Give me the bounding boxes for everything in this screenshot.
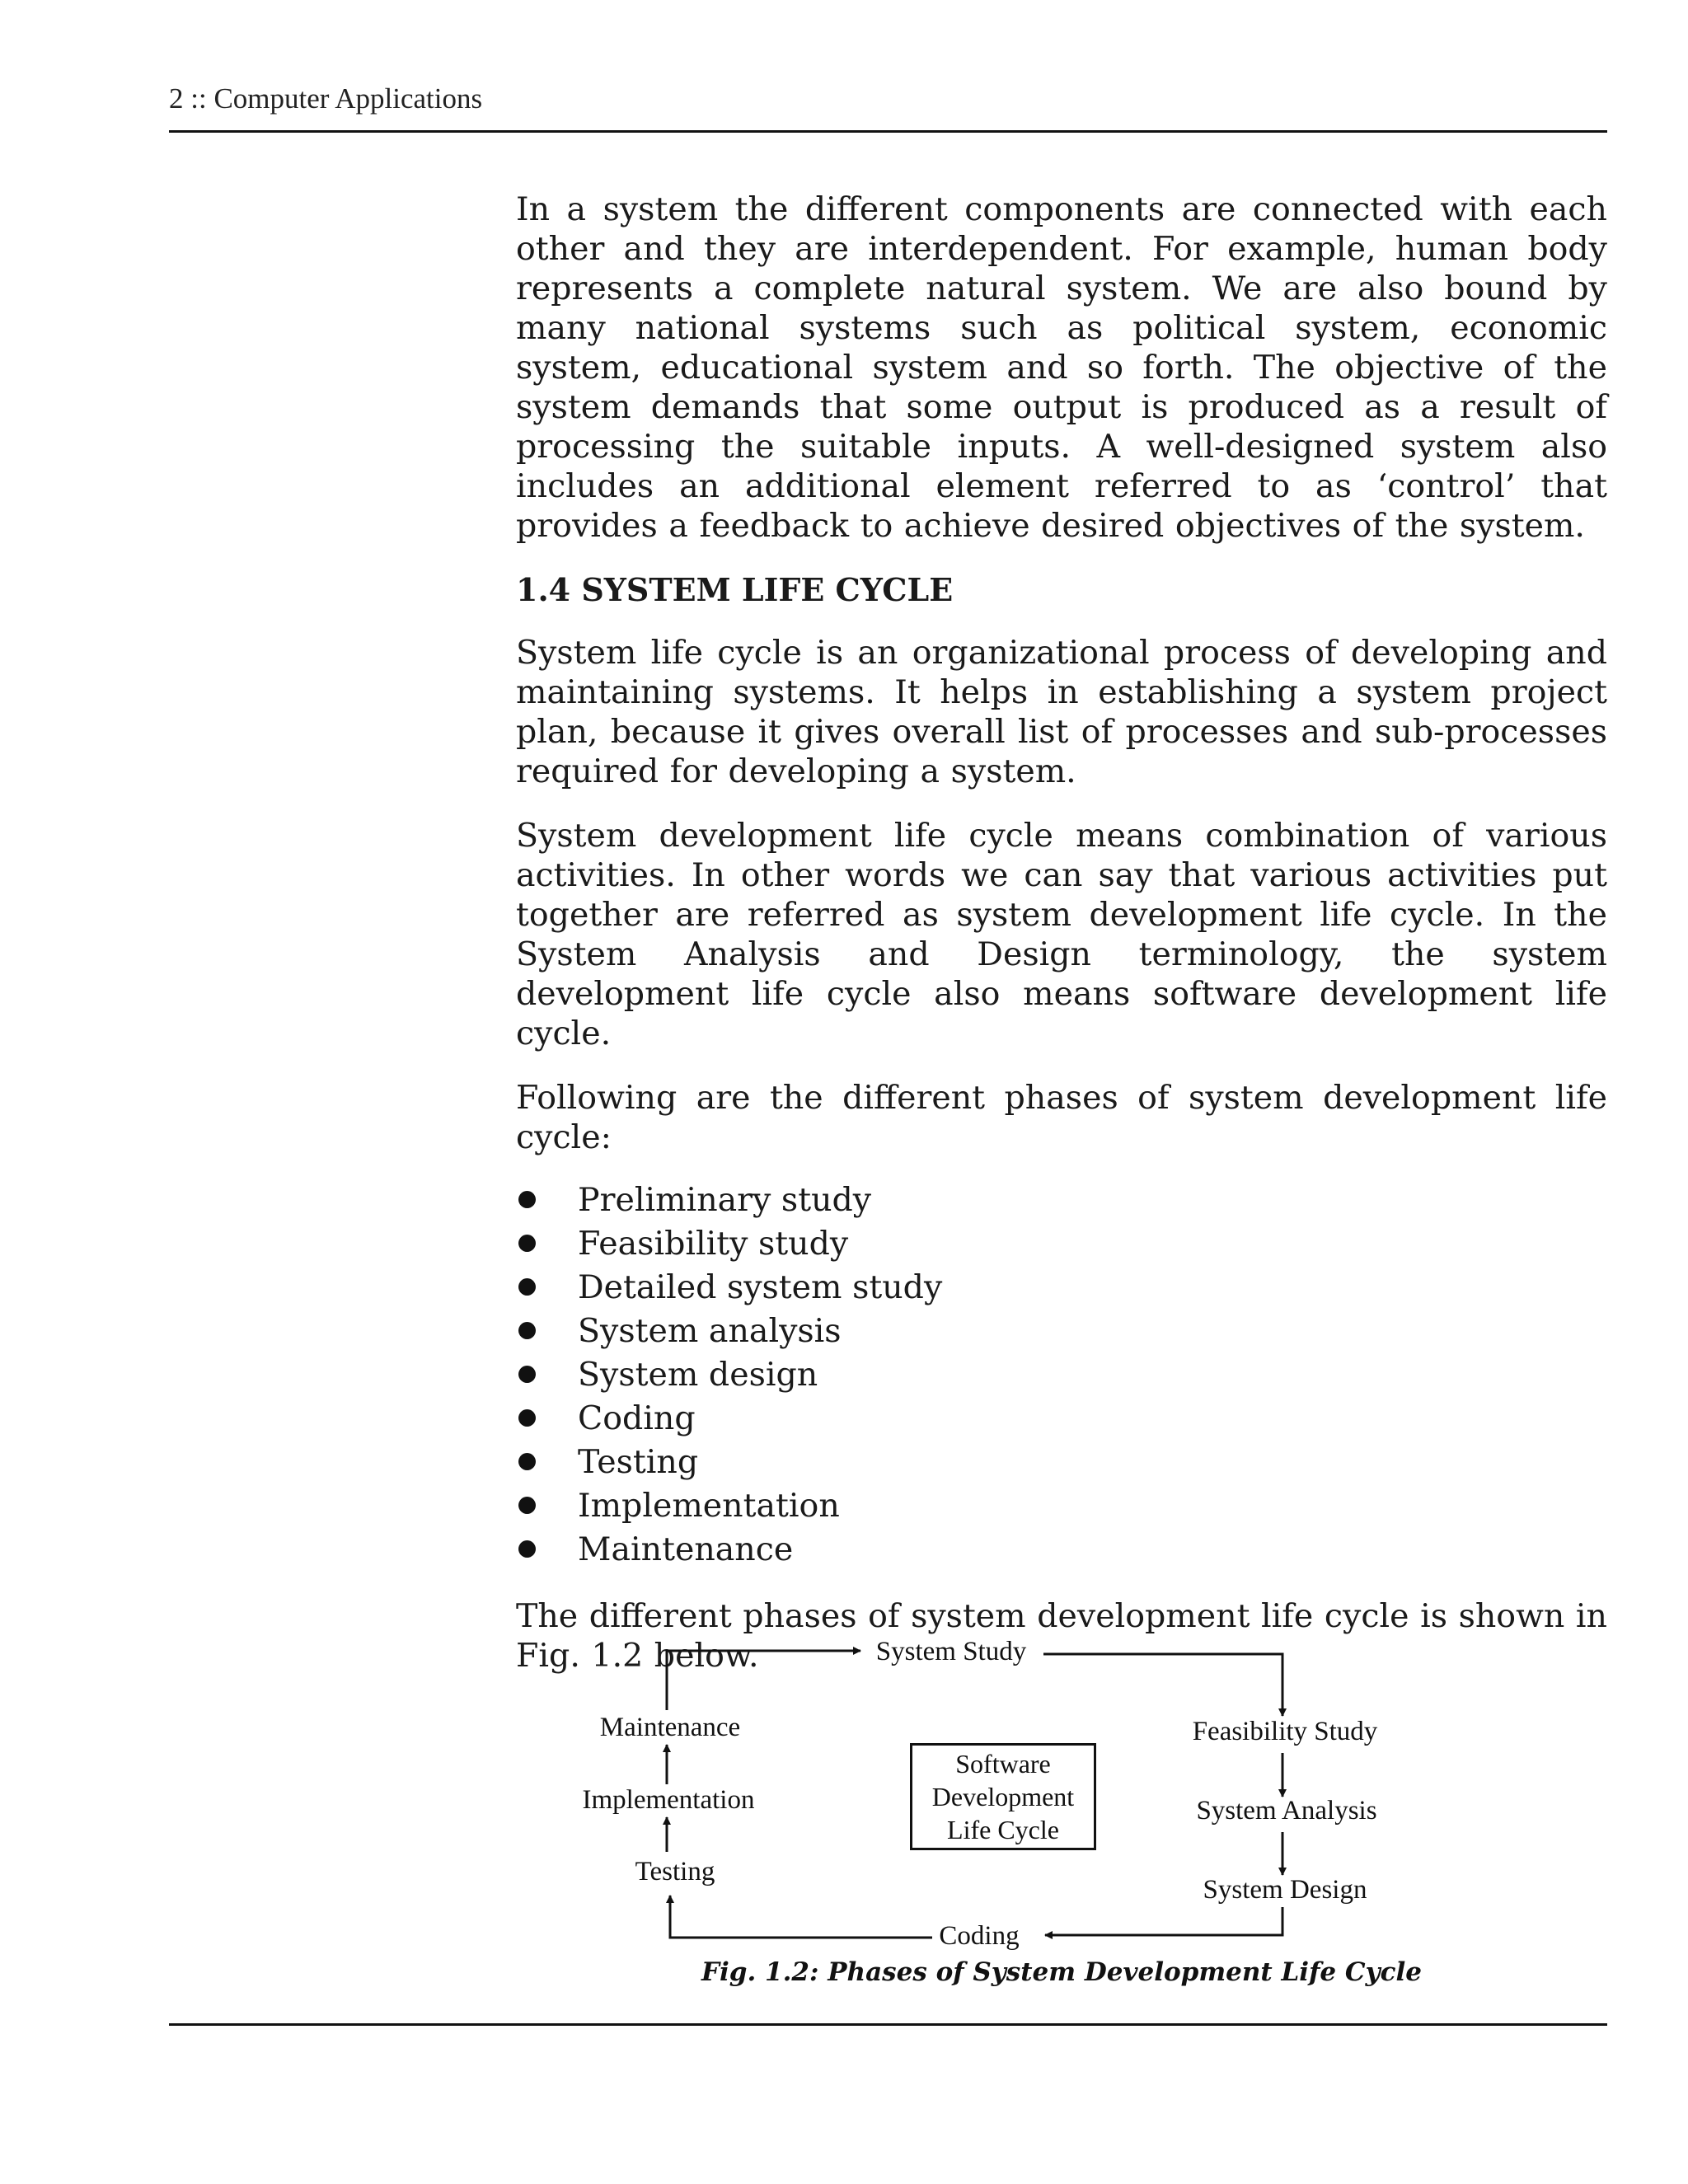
header-rule [169, 130, 1607, 133]
connector-coding-to-testing [670, 1896, 932, 1938]
bullet-icon [518, 1235, 536, 1252]
list-item: Maintenance [516, 1528, 1607, 1572]
list-item: Testing [516, 1441, 1607, 1484]
phases-list [516, 1179, 1607, 1572]
node-maintenance: Maintenance [599, 1713, 741, 1742]
list-item: Implementation [516, 1484, 1607, 1528]
node-coding: Coding [939, 1921, 1020, 1951]
node-feasibility-study: Feasibility Study [1192, 1717, 1378, 1746]
bullet-icon [518, 1497, 536, 1514]
center-label-line: Development [931, 1782, 1075, 1811]
center-label-line: Life Cycle [947, 1815, 1059, 1844]
list-item: Detailed system study [516, 1266, 1607, 1310]
paragraph-phases-intro: Following are the different phases of system development life cycle: [516, 1079, 1607, 1156]
bullet-icon [518, 1366, 536, 1383]
connector-system-study-to-feasibility [1043, 1654, 1282, 1716]
node-system-design: System Design [1203, 1875, 1367, 1905]
list-item: Preliminary study [516, 1179, 1607, 1222]
node-implementation: Implementation [582, 1785, 755, 1815]
center-label-line: Software [955, 1749, 1051, 1779]
node-system-analysis: System Analysis [1196, 1796, 1377, 1825]
bullet-icon [518, 1540, 536, 1558]
node-system-study: System Study [875, 1637, 1027, 1666]
section-heading: 1.4 SYSTEM LIFE CYCLE [516, 571, 954, 608]
list-item: Coding [516, 1397, 1607, 1441]
list-item: Feasibility study [516, 1222, 1607, 1266]
footer-rule [169, 2023, 1607, 2026]
connector-design-to-coding [1045, 1907, 1282, 1935]
center-label-box [910, 1743, 1096, 1850]
bullet-icon [518, 1453, 536, 1470]
figure-caption: Fig. 1.2: Phases of System Development Life Cycle [701, 1957, 1422, 1987]
bullet-icon [518, 1191, 536, 1208]
paragraph-sdlc-definition: System development life cycle means combination of various activities. In other words we can say that various activities put together are referred as system development life cycle. In the System Analysis and Design terminology, the system development life cycle also means software development life cycle. [516, 817, 1607, 1052]
bullet-icon [518, 1409, 536, 1427]
main-content [516, 190, 1607, 1700]
running-head: 2 :: Computer Applications [169, 82, 483, 115]
connector-maintenance-to-system-study [667, 1651, 860, 1710]
sdlc-diagram [516, 1619, 1607, 2015]
list-item: System design [516, 1353, 1607, 1397]
paragraph-figure-reference: The different phases of system development life cycle is shown in Fig. 1.2 below. [516, 1597, 1607, 1675]
node-testing: Testing [635, 1857, 715, 1886]
bullet-icon [518, 1322, 536, 1339]
list-item: System analysis [516, 1310, 1607, 1353]
bullet-icon [518, 1278, 536, 1296]
paragraph-system-life-cycle: System life cycle is an organizational process of developing and maintaining systems. It helps in establishing a system project plan, because it gives overall list of processes and sub-processes required for developing a system. [516, 634, 1607, 790]
paragraph-system-components: In a system the different components are connected with each other and they are interdependent. For example, human body represents a complete natural system. We are also bound by many national systems such as political system, economic system, educational system and so forth. The objective of the system demands that some output is produced as a result of processing the suitable inputs. A well-designed system also includes an additional element referred to as ‘control’ that provides a feedback to achieve desired objectives of the system. [516, 190, 1607, 545]
